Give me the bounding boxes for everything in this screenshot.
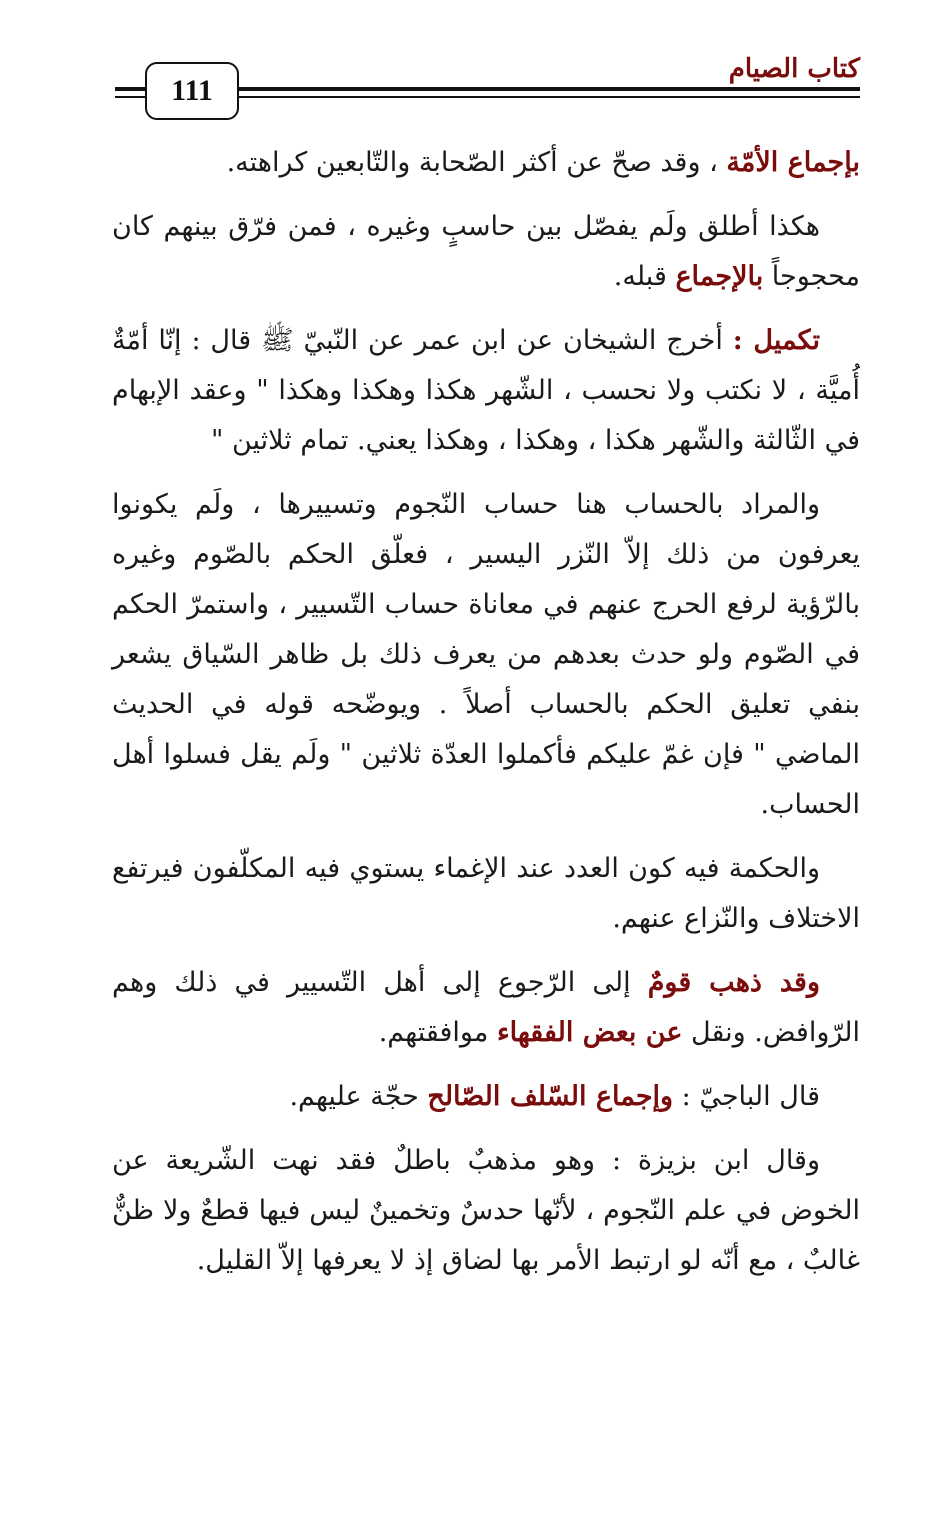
- highlight-ijma-ummah: بإجماع الأمّة: [726, 147, 860, 178]
- paragraph-6: [112, 958, 860, 1058]
- page-header: [115, 52, 860, 122]
- highlight-salaf: وإجماع السّلف الصّالح: [427, 1081, 674, 1112]
- paragraph-3: [112, 316, 860, 466]
- page-body: [112, 138, 860, 1300]
- paragraph-text: أخرج الشيخان عن ابن عمر عن النّبيّ ﷺ قال : إنّا أمّةٌ أُميَّة ، لا نكتب ولا نحسب ، الشّهر هكذا وهكذا وهكذا " وعقد الإبهام في الثّالثة والشّهر هكذا ، وهكذا ، وهكذا يعني. تمام ثلاثين ": [112, 325, 860, 456]
- paragraph-text: والحكمة فيه كون العدد عند الإغماء يستوي فيه المكلّفون فيرتفع الاختلاف والنّزاع عنهم.: [112, 853, 860, 934]
- paragraph-text: قبله.: [613, 261, 676, 292]
- paragraph-text: وقال ابن بزيزة : وهو مذهبٌ باطلٌ فقد نهت الشّريعة عن الخوض في علم النّجوم ، لأنّها حدسٌ وتخمينٌ ليس فيها قطعٌ ولا ظنٌّ غالبٌ ، مع أنّه لو ارتبط الأمر بها لضاق إذ لا يعرفها إلاّ القليل.: [112, 1145, 860, 1276]
- paragraph-7: [112, 1072, 860, 1122]
- paragraph-text: والمراد بالحساب هنا حساب النّجوم وتسييرها ، ولَم يكونوا يعرفون من ذلك إلاّ النّزر اليسير ، فعلّق الحكم بالصّوم وغيره بالرّؤية لرفع الحرج عنهم في معاناة حساب التّسيير ، واستمرّ الحكم في الصّوم ولو حدث بعدهم من يعرف ذلك بل ظاهر السّياق يشعر بنفي تعليق الحكم بالحساب أصلاً . ويوضّحه قوله في الحديث الماضي " فإن غمّ عليكم فأكملوا العدّة ثلاثين " ولَم يقل فسلوا أهل الحساب.: [112, 489, 860, 820]
- paragraph-4: [112, 480, 860, 830]
- page-number: 111: [145, 62, 239, 120]
- highlight-qawm: وقد ذهب قومٌ: [647, 967, 820, 998]
- paragraph-text: هكذا أطلق ولَم يفصّل بين حاسبٍ وغيره ، فمن فرّق بينهم كان محجوجاً: [112, 211, 860, 292]
- highlight-fuqaha: عن بعض الفقهاء: [496, 1017, 683, 1048]
- paragraph-1: [112, 138, 860, 188]
- paragraph-text: ، وقد صحّ عن أكثر الصّحابة والتّابعين كراهته.: [226, 147, 727, 178]
- book-title: كتاب الصيام: [721, 52, 860, 86]
- paragraph-8: [112, 1136, 860, 1286]
- paragraph-5: [112, 844, 860, 944]
- paragraph-text: إلى الرّجوع إلى أهل التّسيير في ذلك وهم الرّوافض. ونقل: [112, 967, 860, 1048]
- paragraph-2: [112, 202, 860, 302]
- paragraph-text: قال الباجيّ :: [673, 1081, 820, 1112]
- highlight-bil-ijma: بالإجماع: [675, 261, 764, 292]
- paragraph-text: موافقتهم.: [378, 1017, 497, 1048]
- highlight-takmil: تكميل :: [732, 325, 820, 356]
- paragraph-text: حجّة عليهم.: [289, 1081, 428, 1112]
